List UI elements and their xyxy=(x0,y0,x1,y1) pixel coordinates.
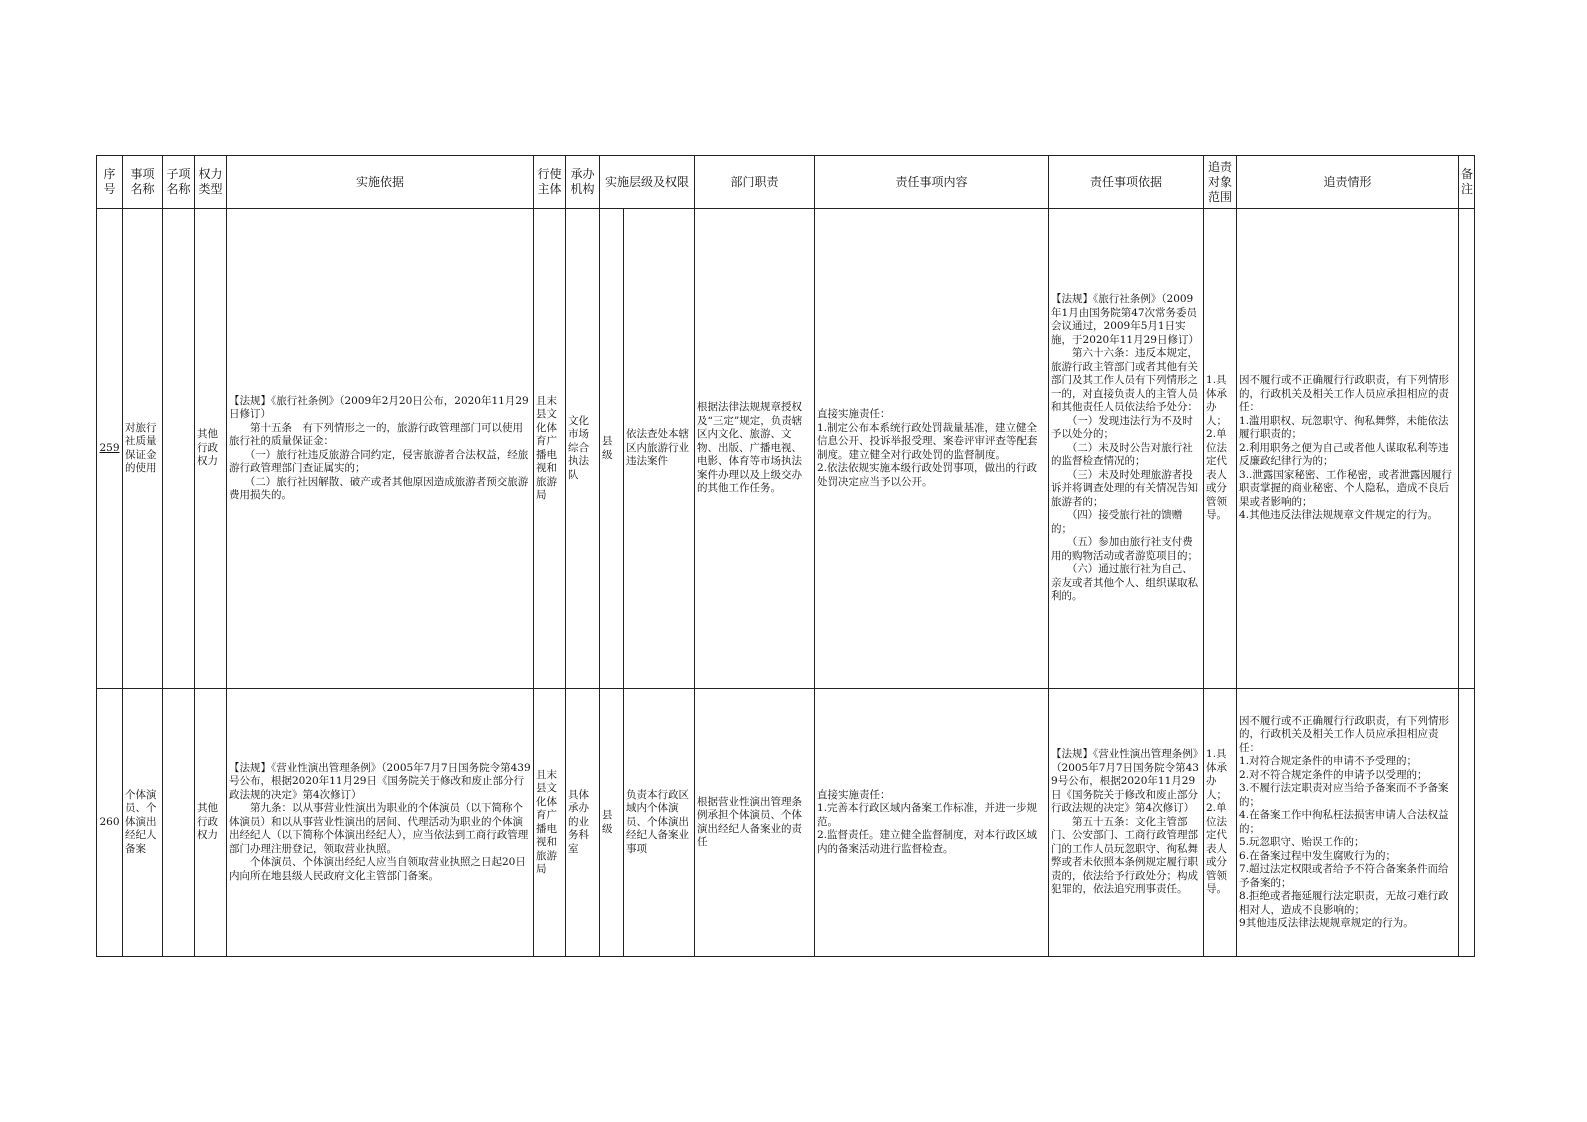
row-level: 县级 xyxy=(600,209,624,689)
header-type: 权力类型 xyxy=(195,156,227,209)
responsibility-table xyxy=(96,155,1475,957)
row-content: 直接实施责任： 1.完善本行政区域内备案工作标准，并进一步规范。 2.监督责任。建立健全监督制度，对本行政区域内的备案活动进行监督检查。 xyxy=(815,689,1049,957)
header-duty: 部门职责 xyxy=(695,156,815,209)
row-target: 1.具体承办人； 2.单位法定代表人或分管领导。 xyxy=(1204,689,1237,957)
header-row xyxy=(97,156,1475,209)
header-level: 实施层级及权限 xyxy=(600,156,695,209)
row-remark xyxy=(1459,689,1475,957)
row-resp-basis: 【法规】《营业性演出管理条例》（2005年7月7日国务院令第439号公布，根据2020年11月29日《国务院关于修改和废止部分行政法规的决定》第4次修订） 第五十五条：文化主管部门、公安部门、工商行政管理部门的工作人员玩忽职守、徇私舞弊或者未依照本条例规定履行职责的，依法给予行政处分；构成犯罪的，依法追究刑事责任。 xyxy=(1049,689,1204,957)
row-seq: 260 xyxy=(97,689,123,957)
header-name: 事项名称 xyxy=(123,156,163,209)
row-resp-basis: 【法规】《旅行社条例》（2009年1月由国务院第47次常务委员会议通过，2009年5月1日实施，于2020年11月29日修订） 第六十六条：违反本规定，旅游行政主管部门或者其他有关部门及其工作人员有下列情形之一的，对直接负责人的主管人员和其他责任人员依法给予处分： （一）发现违法行为不及时予以处分的； （二）未及时公告对旅行社的监督检查情况的； （三）未及时处理旅游者投诉并将调查处理的有关情况告知旅游者的； （四）接受旅行社的馈赠的； （五）参加由旅行社支付费用的购物活动或者游览项目的； （六）通过旅行社为自己、亲友或者其他个人、组织谋取私利的。 xyxy=(1049,209,1204,689)
row-target: 1.具体承办人； 2.单位法定代表人或分管领导。 xyxy=(1204,209,1237,689)
row-situation: 因不履行或不正确履行行政职责，有下列情形的，行政机关及相关工作人员应承担相应的责任： 1.滥用职权、玩忽职守、徇私舞弊，未能依法履行职责的； 2.利用职务之便为自己或者他人谋取私利等违反廉政纪律行为的； 3..泄露国家秘密、工作秘密，或者泄露因履行职责掌握的商业秘密、个人隐私，造成不良后果或者影响的； 4.其他违反法律法规规章文件规定的行为。 xyxy=(1237,209,1459,689)
row-seq[interactable]: 259 xyxy=(97,209,123,689)
row-org: 文化市场综合执法队 xyxy=(566,209,600,689)
row-subject: 且末县文化体育广播电视和旅游局 xyxy=(534,689,566,957)
row-name: 个体演员、个体演出经纪人备案 xyxy=(123,689,163,957)
row-sub xyxy=(163,689,195,957)
table-row xyxy=(97,689,1475,957)
header-situation: 追责情形 xyxy=(1237,156,1459,209)
row-basis: 【法规】《营业性演出管理条例》（2005年7月7日国务院令第439号公布，根据2020年11月29日《国务院关于修改和废止部分行政法规的决定》第4次修订） 第九条：以从事营业性演出为职业的个体演员（以下简称个体演员）和以从事营业性演出的居间、代理活动为职业的个体演出经纪人（以下简称个体演出经纪人），应当依法到工商行政管理部门办理注册登记，领取营业执照。 个体演员、个体演出经纪人应当自领取营业执照之日起20日内向所在地县级人民政府文化主管部门备案。 xyxy=(227,689,534,957)
row-subject: 且末县文化体育广播电视和旅游局 xyxy=(534,209,566,689)
row-sub xyxy=(163,209,195,689)
row-basis: 【法规】《旅行社条例》（2009年2月20日公布，2020年11月29日修订） 第十五条 有下列情形之一的，旅游行政管理部门可以使用旅行社的质量保证金： （一）旅行社违反旅游合同约定，侵害旅游者合法权益，经旅游行政管理部门查证属实的； （二）旅行社因解散、破产或者其他原因造成旅游者预交旅游费用损失的。 xyxy=(227,209,534,689)
row-name: 对旅行社质量保证金的使用 xyxy=(123,209,163,689)
table-row xyxy=(97,209,1475,689)
header-target: 追责对象范围 xyxy=(1204,156,1237,209)
header-seq: 序号 xyxy=(97,156,123,209)
header-resp-basis: 责任事项依据 xyxy=(1049,156,1204,209)
row-remark xyxy=(1459,209,1475,689)
row-duty: 根据法律法规规章授权及“三定”规定，负责辖区内文化、旅游、文物、出版、广播电视、电影、体育等市场执法案件办理以及上级交办的其他工作任务。 xyxy=(695,209,815,689)
row-type: 其他行政权力 xyxy=(195,209,227,689)
row-content: 直接实施责任： 1.制定公布本系统行政处罚裁量基准，建立健全信息公开、投诉举报受理、案卷评审评查等配套制度。建立健全对行政处罚的监督制度。 2.依法依规实施本级行政处罚事项，做出的行政处罚决定应当予以公开。 xyxy=(815,209,1049,689)
header-remark: 备注 xyxy=(1459,156,1475,209)
header-org: 承办机构 xyxy=(566,156,600,209)
header-subject: 行使主体 xyxy=(534,156,566,209)
header-sub: 子项名称 xyxy=(163,156,195,209)
row-scope: 依法查处本辖区内旅游行业违法案件 xyxy=(624,209,695,689)
row-level: 县级 xyxy=(600,689,624,957)
row-duty: 根据营业性演出管理条例承担个体演员、个体演出经纪人备案业的责任 xyxy=(695,689,815,957)
row-scope: 负责本行政区域内个体演员、个体演出经纪人备案业事项 xyxy=(624,689,695,957)
header-content: 责任事项内容 xyxy=(815,156,1049,209)
header-basis: 实施依据 xyxy=(227,156,534,209)
row-type: 其他行政权力 xyxy=(195,689,227,957)
row-situation: 因不履行或不正确履行行政职责，有下列情形的，行政机关及相关工作人员应承担相应责任： 1.对符合规定条件的申请不予受理的； 2.对不符合规定条件的申请予以受理的； 3.不履行法定职责对应当给予备案而不予备案的； 4.在备案工作中徇私枉法损害申请人合法权益的； 5.玩忽职守、贻误工作的； 6.在备案过程中发生腐败行为的； 7.超过法定权限或者给予不符合备案条件而给予备案的； 8.拒绝或者拖延履行法定职责，无故刁难行政相对人，造成不良影响的； 9其他违反法律法规规章规定的行为。 xyxy=(1237,689,1459,957)
row-org: 具体承办的业务科室 xyxy=(566,689,600,957)
